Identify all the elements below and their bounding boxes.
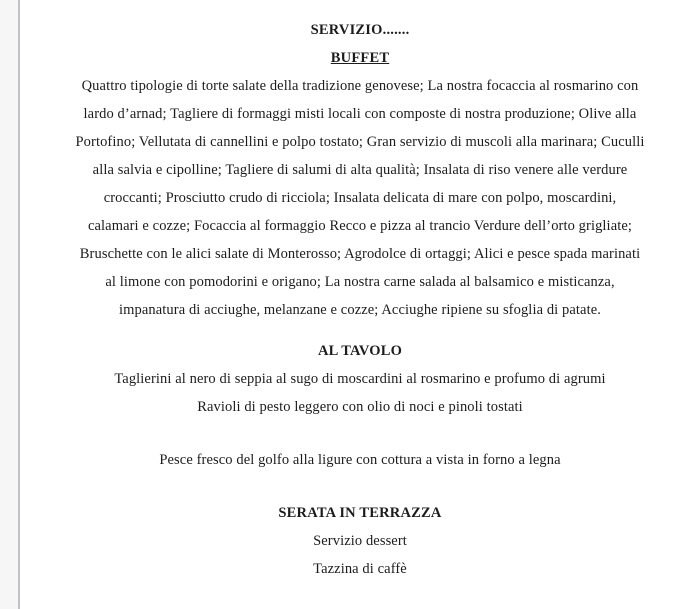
buffet-line: Quattro tipologie di torte salate della tradizione genovese; La nostra focaccia al rosmarino con bbox=[81, 78, 639, 94]
buffet-line: Bruschette con le alici salate di Monterosso; Agrodolce di ortaggi; Alici e pesce spada marinati bbox=[79, 246, 641, 262]
page-left-gutter bbox=[0, 0, 20, 609]
main-course-item: Pesce fresco del golfo alla ligure con cottura a vista in forno a legna bbox=[159, 452, 561, 468]
buffet-line: croccanti; Prosciutto crudo di ricciola; Insalata delicata di mare con polpo, moscardini, bbox=[103, 190, 617, 206]
serata-item: Servizio dessert bbox=[313, 533, 407, 549]
buffet-line: impanatura di acciughe, melanzane e cozze; Acciughe ripiene su sfoglia di patate. bbox=[119, 302, 601, 318]
al-tavolo-item: Ravioli di pesto leggero con olio di noci e pinoli tostati bbox=[197, 399, 523, 415]
section-title-servizio: SERVIZIO....... bbox=[310, 22, 410, 38]
section-title-buffet: BUFFET bbox=[330, 50, 390, 66]
buffet-line: alla salvia e cipolline; Tagliere di salumi di alta qualità; Insalata di riso venere alle verdure bbox=[92, 162, 628, 178]
al-tavolo-item: Taglierini al nero di seppia al sugo di moscardini al rosmarino e profumo di agrumi bbox=[114, 371, 606, 387]
section-title-al-tavolo: AL TAVOLO bbox=[317, 343, 403, 359]
buffet-line: al limone con pomodorini e origano; La nostra carne salada al balsamico e misticanza, bbox=[105, 274, 615, 290]
menu-document bbox=[20, 0, 700, 609]
section-title-serata: SERATA IN TERRAZZA bbox=[278, 505, 442, 521]
buffet-line: calamari e cozze; Focaccia al formaggio Recco e pizza al trancio Verdure dell’orto grigliate; bbox=[87, 218, 633, 234]
serata-item: Tazzina di caffè bbox=[313, 561, 407, 577]
buffet-description bbox=[20, 72, 700, 324]
buffet-line: Portofino; Vellutata di cannellini e polpo tostato; Gran servizio di muscoli alla marinara; Cuculli bbox=[75, 134, 645, 150]
buffet-line: lardo d’arnad; Tagliere di formaggi misti locali con composte di nostra produzione; Olive alla bbox=[83, 106, 637, 122]
